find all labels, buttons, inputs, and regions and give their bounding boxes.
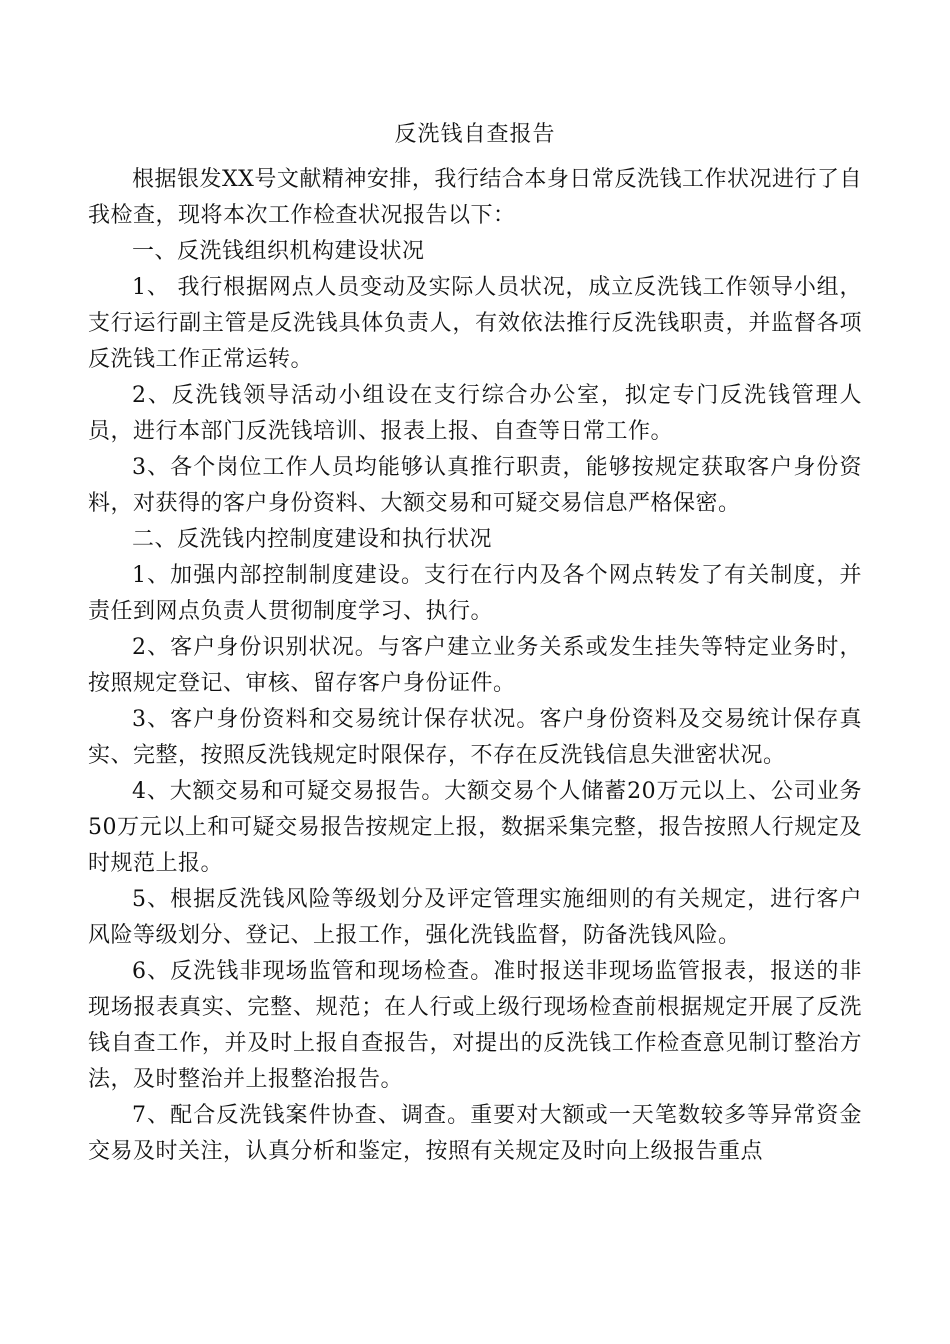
paragraph-2-2: 2、客户身份识别状况。与客户建立业务关系或发生挂失等特定业务时，按照规定登记、审核、留存客户身份证件。 [88, 635, 862, 696]
paragraph-2-7: 7、配合反洗钱案件协查、调查。重要对大额或一天笔数较多等异常资金交易及时关注，认真分析和鉴定，按照有关规定及时向上级报告重点 [88, 1103, 862, 1164]
paragraph-1-2: 2、反洗钱领导活动小组设在支行综合办公室，拟定专门反洗钱管理人员，进行本部门反洗钱培训、报表上报、自查等日常工作。 [88, 383, 862, 444]
paragraph-2-4: 4、大额交易和可疑交易报告。大额交易个人储蓄20万元以上、公司业务50万元以上和可疑交易报告按规定上报，数据采集完整，报告按照人行规定及时规范上报。 [88, 779, 862, 876]
document-title: 反洗钱自查报告 [394, 122, 556, 147]
paragraph-2-5: 5、根据反洗钱风险等级划分及评定管理实施细则的有关规定，进行客户风险等级划分、登记、上报工作，强化洗钱监督，防备洗钱风险。 [88, 887, 862, 948]
section-heading-2: 二、反洗钱内控制度建设和执行状况 [132, 527, 493, 552]
paragraph-2-3: 3、客户身份资料和交易统计保存状况。客户身份资料及交易统计保存真实、完整，按照反洗钱规定时限保存，不存在反洗钱信息失泄密状况。 [88, 707, 862, 768]
paragraph-2-1: 1、加强内部控制制度建设。支行在行内及各个网点转发了有关制度，并责任到网点负责人贯彻制度学习、执行。 [88, 563, 862, 624]
paragraph-1-1: 1、 我行根据网点人员变动及实际人员状况，成立反洗钱工作领导小组，支行运行副主管是反洗钱具体负责人，有效依法推行反洗钱职责，并监督各项反洗钱工作正常运转。 [88, 275, 862, 372]
paragraph-1-3: 3、各个岗位工作人员均能够认真推行职责，能够按规定获取客户身份资料，对获得的客户身份资料、大额交易和可疑交易信息严格保密。 [88, 455, 862, 516]
section-heading-1: 一、反洗钱组织机构建设状况 [132, 239, 425, 264]
document-page [88, 112, 862, 1170]
paragraph-intro: 根据银发XX号文献精神安排，我行结合本身日常反洗钱工作状况进行了自我检查，现将本次工作检查状况报告以下： [88, 167, 862, 228]
paragraph-2-6: 6、反洗钱非现场监管和现场检查。准时报送非现场监管报表，报送的非现场报表真实、完整、规范；在人行或上级行现场检查前根据规定开展了反洗钱自查工作，并及时上报自查报告，对提出的反洗钱工作检查意见制订整治方法，及时整治并上报整治报告。 [88, 959, 862, 1092]
